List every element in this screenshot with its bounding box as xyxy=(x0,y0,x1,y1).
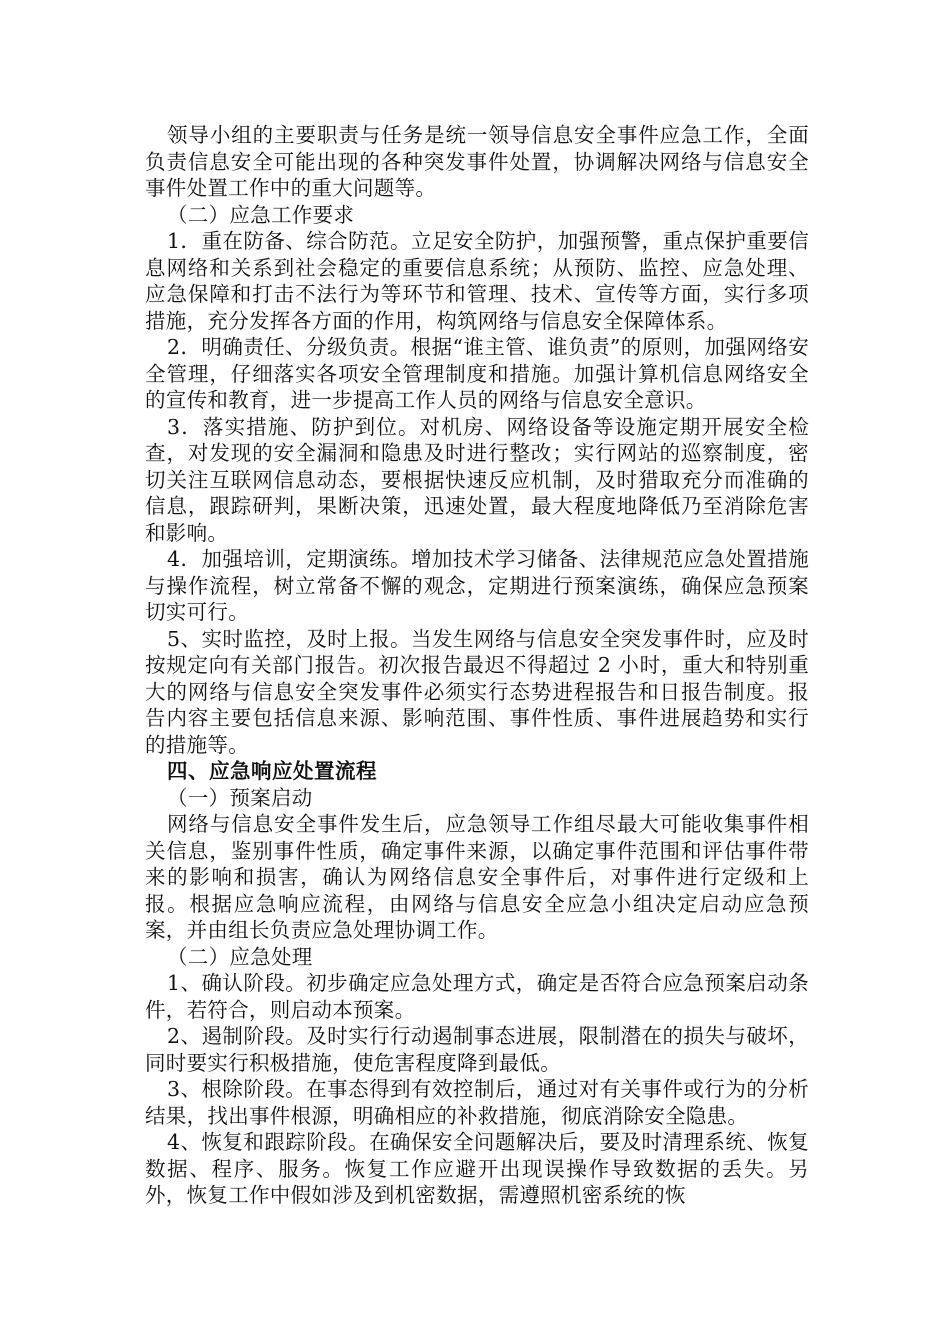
document-body xyxy=(145,122,809,1209)
subheading-emergency-handling: （二）应急处理 xyxy=(167,944,313,969)
paragraph-leadership-duties: 领导小组的主要职责与任务是统一领导信息安全事件应急工作，全面负责信息安全可能出现的各种突发事件处置，协调解决网络与信息安全事件处置工作中的重大问题等。 xyxy=(145,123,809,200)
subheading-emergency-requirements: （二）应急工作要求 xyxy=(167,202,355,227)
paragraph-requirement-4: 4．加强培训，定期演练。增加技术学习储备、法律规范应急处置措施与操作流程，树立常备不懈的观念，定期进行预案演练，确保应急预案切实可行。 xyxy=(145,547,809,624)
paragraph-stage-contain: 2、遏制阶段。及时实行行动遏制事态进展，限制潜在的损失与破坏，同时要实行积极措施，使危害程度降到最低。 xyxy=(145,1024,809,1075)
paragraph-requirement-1: 1．重在防备、综合防范。立足安全防护，加强预警，重点保护重要信息网络和关系到社会稳定的重要信息系统；从预防、监控、应急处理、应急保障和打击不法行为等环节和管理、技术、宣传等方面，实行多项措施，充分发挥各方面的作用，构筑网络与信息安全保障体系。 xyxy=(145,229,809,333)
paragraph-requirement-2: 2．明确责任、分级负责。根据“谁主管、谁负责”的原则，加强网络安全管理，仔细落实各项安全管理制度和措施。加强计算机信息网络安全的宣传和教育，进一步提高工作人员的网络与信息安全意识。 xyxy=(145,335,809,412)
paragraph-stage-eradicate: 3、根除阶段。在事态得到有效控制后，通过对有关事件或行为的分析结果，找出事件根源，明确相应的补救措施，彻底消除安全隐患。 xyxy=(145,1077,809,1128)
section-heading-response-process: 四、应急响应处置流程 xyxy=(167,759,377,783)
subheading-plan-activation: （一）预案启动 xyxy=(167,785,313,810)
paragraph-stage-recover: 4、恢复和跟踪阶段。在确保安全问题解决后，要及时清理系统、恢复数据、程序、服务。恢复工作应避开出现误操作导致数据的丢失。另外，恢复工作中假如涉及到机密数据，需遵照机密系统的恢 xyxy=(145,1130,809,1207)
paragraph-stage-confirm: 1、确认阶段。初步确定应急处理方式，确定是否符合应急预案启动条件，若符合，则启动本预案。 xyxy=(145,971,809,1022)
paragraph-requirement-3: 3．落实措施、防护到位。对机房、网络设备等设施定期开展安全检查，对发现的安全漏洞和隐患及时进行整改；实行网站的巡察制度，密切关注互联网信息动态，要根据快速反应机制，及时猎取充分而准确的信息，跟踪研判，果断决策，迅速处置，最大程度地降低乃至消除危害和影响。 xyxy=(145,414,809,545)
paragraph-requirement-5: 5、实时监控，及时上报。当发生网络与信息安全突发事件时，应及时按规定向有关部门报告。初次报告最迟不得超过 2 小时，重大和特别重大的网络与信息安全突发事件必须实行态势进程报告和日报告制度。报告内容主要包括信息来源、影响范围、事件性质、事件进展趋势和实行的措施等。 xyxy=(145,626,809,757)
paragraph-plan-activation: 网络与信息安全事件发生后，应急领导工作组尽最大可能收集事件相关信息，鉴别事件性质，确定事件来源，以确定事件范围和评估事件带来的影响和损害，确认为网络信息安全事件后，对事件进行定级和上报。根据应急响应流程，由网络与信息安全应急小组决定启动应急预案，并由组长负责应急处理协调工作。 xyxy=(145,812,809,942)
